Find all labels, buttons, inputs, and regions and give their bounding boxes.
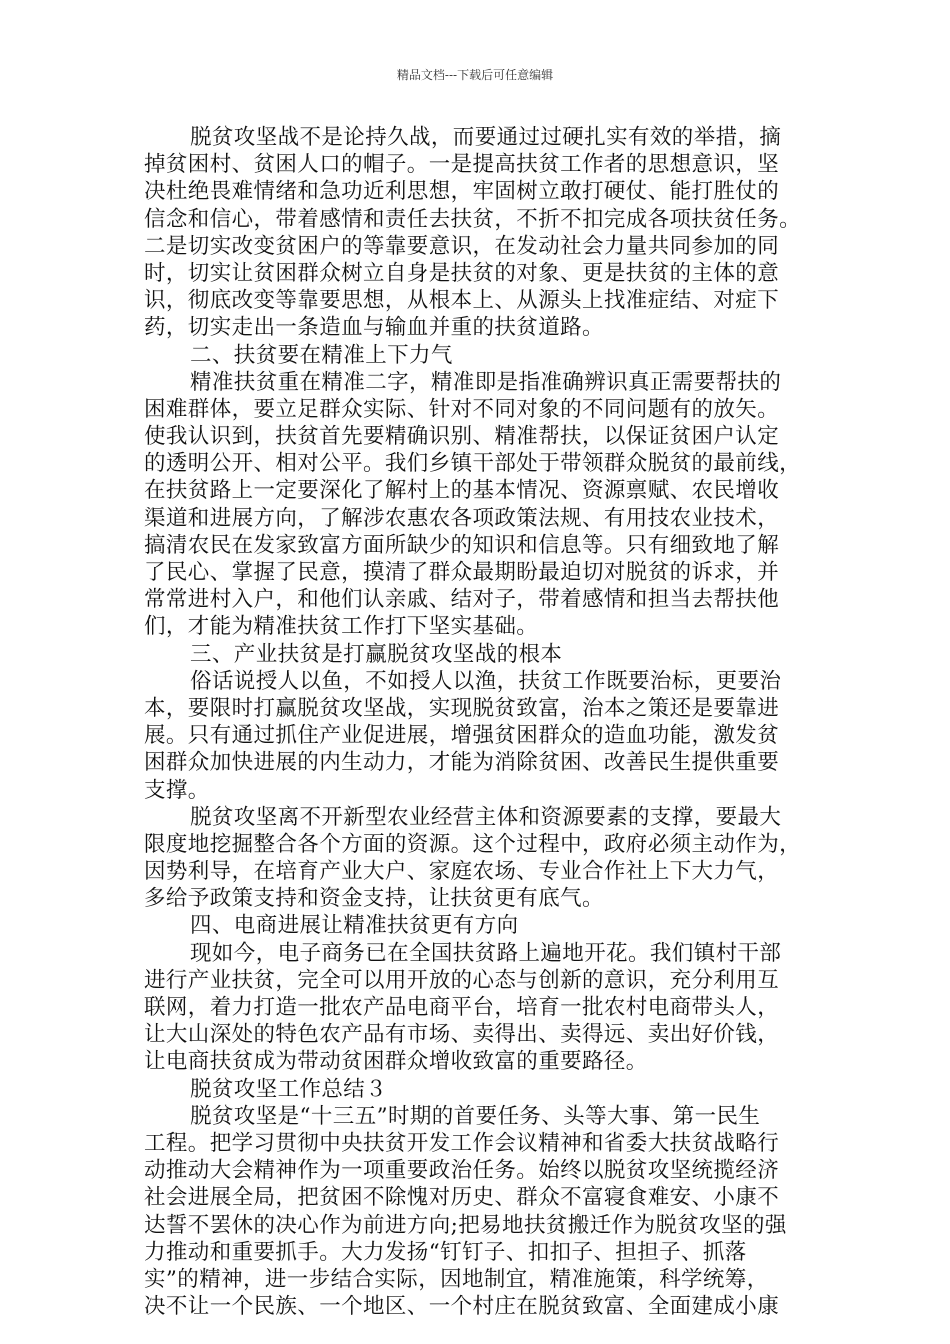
text-line: 俗话说授人以鱼，不如授人以渔，扶贫工作既要治标，更要治 bbox=[190, 668, 782, 694]
text-line: 现如今，电子商务已在全国扶贫路上遍地开花。我们镇村干部 bbox=[190, 940, 782, 966]
text-line: 的透明公开、相对公平。我们乡镇干部处于带领群众脱贫的最前线， bbox=[144, 451, 802, 477]
text-line: 决不让一个民族、一个地区、一个村庄在脱贫致富、全面建成小康 bbox=[144, 1294, 780, 1320]
text-line: 社会进展全局，把贫困不除愧对历史、群众不富寝食难安、小康不 bbox=[144, 1185, 780, 1211]
text-line: 本，要限时打赢脱贫攻坚战，实现脱贫致富，治本之策还是要靠进 bbox=[144, 695, 780, 721]
text-line: 力推动和重要抓手。大力发扬“钉钉子、扣扣子、担担子、抓落 bbox=[144, 1239, 747, 1265]
text-line: 渠道和进展方向，了解涉农惠农各项政策法规、有用技农业技术， bbox=[144, 505, 780, 531]
text-line: 决杜绝畏难情绪和急功近利思想，牢固树立敢打硬仗、能打胜仗的 bbox=[144, 179, 780, 205]
text-line: 达誓不罢休的决心作为前进方向;把易地扶贫搬迁作为脱贫攻坚的强 bbox=[144, 1212, 787, 1238]
text-line: 四、电商进展让精准扶贫更有方向 bbox=[190, 913, 519, 939]
text-line: 展。只有通过抓住产业促进展，增强贫困群众的造血功能，激发贫 bbox=[144, 723, 780, 749]
text-line: 脱贫攻坚是“十三五”时期的首要任务、头等大事、第一民生 bbox=[190, 1103, 761, 1129]
text-line: 识，彻底改变等靠要思想，从根本上、从源头上找准症结、对症下 bbox=[144, 288, 780, 314]
text-line: 在扶贫路上一定要深化了解村上的基本情况、资源禀赋、农民增收 bbox=[144, 478, 780, 504]
text-line: 药，切实走出一条造血与输血并重的扶贫道路。 bbox=[144, 315, 604, 341]
text-line: 实”的精神，进一步结合实际，因地制宜，精准施策，科学统筹， bbox=[144, 1266, 769, 1292]
text-line: 三、产业扶贫是打赢脱贫攻坚战的根本 bbox=[190, 641, 563, 667]
text-line: 困群众加快进展的内生动力，才能为消除贫困、改善民生提供重要 bbox=[144, 750, 780, 776]
text-line: 困难群体，要立足群众实际、针对不同对象的不同问题有的放矢。 bbox=[144, 396, 780, 422]
text-line: 二、扶贫要在精准上下力气 bbox=[190, 342, 453, 368]
text-line: 脱贫攻坚工作总结３ bbox=[190, 1076, 388, 1102]
text-line: 二是切实改变贫困户的等靠要意识，在发动社会力量共同参加的同 bbox=[144, 233, 780, 259]
text-line: 动推动大会精神作为一项重要政治任务。始终以脱贫攻坚统揽经济 bbox=[144, 1158, 780, 1184]
text-line: 时，切实让贫困群众树立自身是扶贫的对象、更是扶贫的主体的意 bbox=[144, 260, 780, 286]
text-line: 脱贫攻坚离不开新型农业经营主体和资源要素的支撑，要最大 bbox=[190, 804, 782, 830]
text-line: 们，才能为精准扶贫工作打下坚实基础。 bbox=[144, 614, 539, 640]
document-body bbox=[144, 124, 812, 1320]
text-line: 脱贫攻坚战不是论持久战，而要通过过硬扎实有效的举措，摘 bbox=[190, 125, 782, 150]
text-line: 掉贫困村、贫困人口的帽子。一是提高扶贫工作者的思想意识，坚 bbox=[144, 152, 780, 178]
text-line: 工程。把学习贯彻中央扶贫开发工作会议精神和省委大扶贫战略行 bbox=[144, 1130, 780, 1156]
text-line: 让大山深处的特色农产品有市场、卖得出、卖得远、卖出好价钱， bbox=[144, 1022, 780, 1048]
text-line: 多给予政策支持和资金支持，让扶贫更有底气。 bbox=[144, 886, 604, 912]
text-line: 限度地挖掘整合各个方面的资源。这个过程中，政府必须主动作为， bbox=[144, 831, 802, 857]
text-line: 进行产业扶贫，完全可以用开放的心态与创新的意识，充分利用互 bbox=[144, 967, 780, 993]
text-line: 信念和信心，带着感情和责任去扶贫，不折不扣完成各项扶贫任务。 bbox=[144, 206, 802, 232]
text-line: 搞清农民在发家致富方面所缺少的知识和信息等。只有细致地了解 bbox=[144, 532, 780, 558]
text-line: 了民心、掌握了民意，摸清了群众最期盼最迫切对脱贫的诉求，并 bbox=[144, 560, 780, 585]
text-line: 精准扶贫重在精准二字，精准即是指准确辨识真正需要帮扶的 bbox=[190, 369, 782, 395]
text-line: 联网，着力打造一批农产品电商平台，培育一批农村电商带头人， bbox=[144, 995, 780, 1020]
page-header: 精品文档---下载后可任意编辑 bbox=[396, 68, 554, 82]
text-line: 让电商扶贫成为带动贫困群众增收致富的重要路径。 bbox=[144, 1049, 648, 1075]
text-line: 使我认识到，扶贫首先要精确识别、精准帮扶，以保证贫困户认定 bbox=[144, 424, 780, 450]
text-line: 常常进村入户，和他们认亲戚、结对子，带着感情和担当去帮扶他 bbox=[144, 587, 780, 613]
text-line: 因势利导，在培育产业大户、家庭农场、专业合作社上下大力气， bbox=[144, 859, 780, 885]
text-line: 支撑。 bbox=[144, 777, 210, 803]
